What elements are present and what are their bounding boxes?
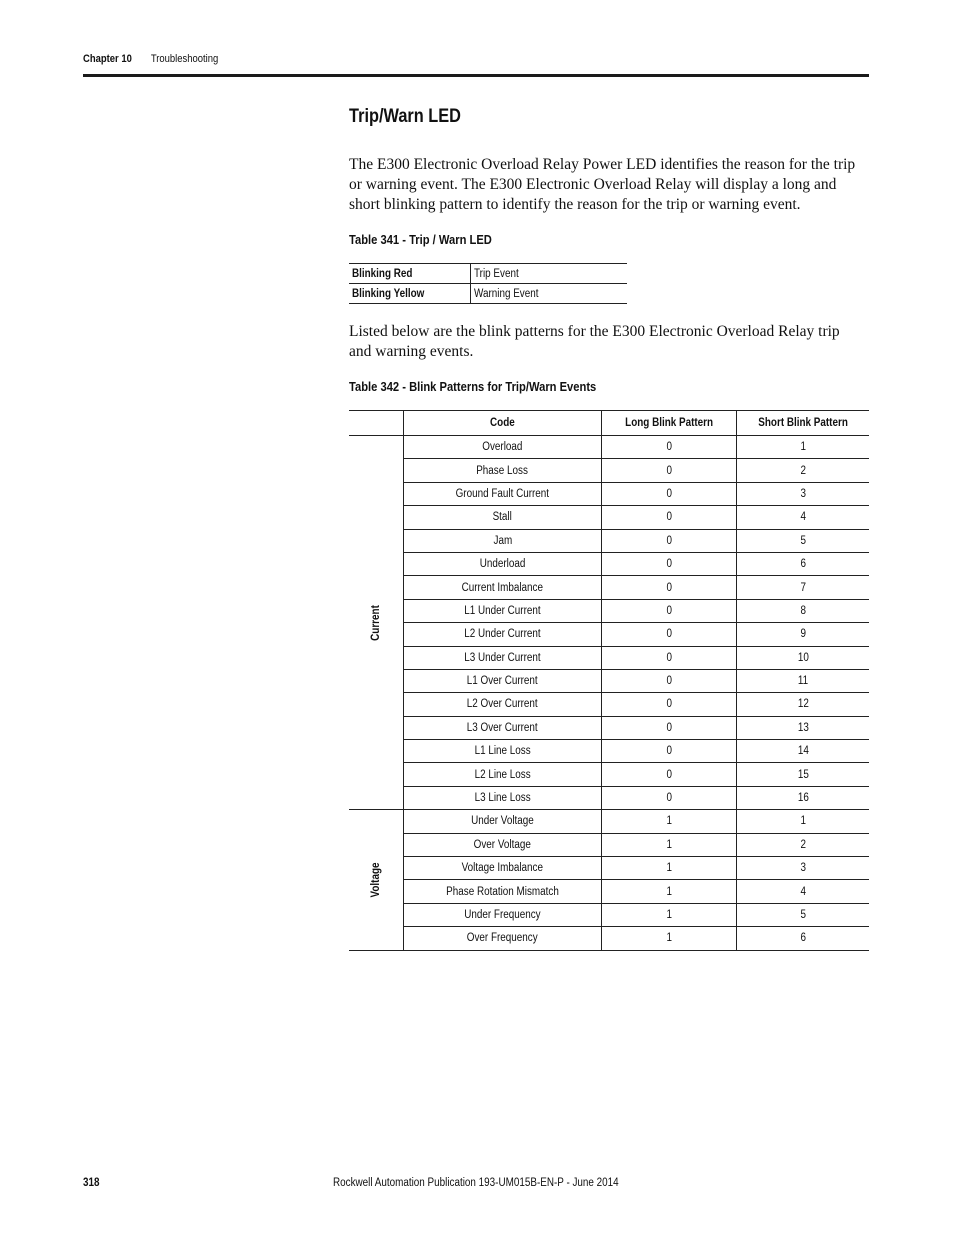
- table-row: [349, 264, 627, 284]
- long-blink-cell: 0: [602, 693, 737, 716]
- column-header-code: Code: [404, 411, 602, 436]
- short-blink-cell: 1: [737, 436, 870, 459]
- long-blink-cell: 0: [602, 763, 737, 786]
- code-cell: Over Frequency: [404, 927, 602, 950]
- long-blink-cell: 1: [602, 833, 737, 856]
- code-cell: Phase Loss: [404, 459, 602, 482]
- long-blink-cell: 1: [602, 880, 737, 903]
- table-row: [349, 833, 869, 856]
- short-blink-cell: 12: [737, 693, 870, 716]
- group-label: Voltage: [370, 862, 382, 898]
- short-blink-cell: 11: [737, 669, 870, 692]
- long-blink-cell: 0: [602, 529, 737, 552]
- table-row: [349, 693, 869, 716]
- code-cell: L3 Over Current: [404, 716, 602, 739]
- table-row: [349, 459, 869, 482]
- table-341-caption: Table 341 - Trip / Warn LED: [349, 232, 492, 247]
- short-blink-cell: 5: [737, 529, 870, 552]
- short-blink-cell: 1: [737, 810, 870, 833]
- table-row: [349, 436, 869, 459]
- table-row: [349, 740, 869, 763]
- code-cell: Under Frequency: [404, 903, 602, 926]
- long-blink-cell: 0: [602, 646, 737, 669]
- table-row: [349, 903, 869, 926]
- table-row: [349, 284, 627, 304]
- group-header-blank: [349, 411, 404, 436]
- code-cell: Ground Fault Current: [404, 482, 602, 505]
- short-blink-cell: 2: [737, 459, 870, 482]
- listed-paragraph: Listed below are the blink patterns for the E300 Electronic Overload Relay trip and warning events.: [349, 323, 840, 360]
- section-title: Trip/Warn LED: [349, 106, 461, 127]
- code-cell: Voltage Imbalance: [404, 857, 602, 880]
- intro-paragraph: The E300 Electronic Overload Relay Power LED identifies the reason for the trip or warning event. The E300 Electronic Overload Relay will display a long and short blinking pattern to identify the reason for the trip or warning event.: [349, 156, 856, 213]
- short-blink-cell: 2: [737, 833, 870, 856]
- short-blink-cell: 10: [737, 646, 870, 669]
- short-blink-cell: 4: [737, 880, 870, 903]
- code-cell: L1 Over Current: [404, 669, 602, 692]
- long-blink-cell: 1: [602, 810, 737, 833]
- code-cell: L1 Line Loss: [404, 740, 602, 763]
- long-blink-cell: 0: [602, 576, 737, 599]
- short-blink-cell: 9: [737, 623, 870, 646]
- code-cell: Phase Rotation Mismatch: [404, 880, 602, 903]
- long-blink-cell: 0: [602, 436, 737, 459]
- long-blink-cell: 0: [602, 716, 737, 739]
- short-blink-cell: 15: [737, 763, 870, 786]
- code-cell: Stall: [404, 506, 602, 529]
- group-label-cell: [349, 810, 404, 950]
- table-row: [349, 529, 869, 552]
- long-blink-cell: 0: [602, 740, 737, 763]
- event-cell: Warning Event: [471, 284, 628, 304]
- table-342-caption: Table 342 - Blink Patterns for Trip/Warn Events: [349, 379, 597, 394]
- column-header-long-blink: Long Blink Pattern: [602, 411, 737, 436]
- code-cell: Over Voltage: [404, 833, 602, 856]
- chapter-label: Chapter 10: [83, 53, 132, 65]
- publication-info: Rockwell Automation Publication 193-UM015B-EN-P - June 2014: [333, 1177, 619, 1189]
- long-blink-cell: 0: [602, 623, 737, 646]
- long-blink-cell: 0: [602, 786, 737, 809]
- blink-patterns-table: [349, 410, 869, 951]
- short-blink-cell: 4: [737, 506, 870, 529]
- running-header: [83, 53, 218, 65]
- short-blink-cell: 3: [737, 857, 870, 880]
- header-rule: [83, 74, 869, 77]
- code-cell: Under Voltage: [404, 810, 602, 833]
- code-cell: L2 Under Current: [404, 623, 602, 646]
- table-row: [349, 482, 869, 505]
- group-label: Current: [370, 604, 382, 641]
- long-blink-cell: 0: [602, 459, 737, 482]
- group-label-cell: [349, 436, 404, 810]
- long-blink-cell: 0: [602, 506, 737, 529]
- long-blink-cell: 0: [602, 552, 737, 575]
- code-cell: Jam: [404, 529, 602, 552]
- table-row: [349, 669, 869, 692]
- code-cell: Underload: [404, 552, 602, 575]
- table-row: [349, 857, 869, 880]
- short-blink-cell: 6: [737, 552, 870, 575]
- code-cell: L3 Under Current: [404, 646, 602, 669]
- table-row: [349, 763, 869, 786]
- long-blink-cell: 1: [602, 927, 737, 950]
- long-blink-cell: 0: [602, 482, 737, 505]
- code-cell: Overload: [404, 436, 602, 459]
- column-header-short-blink: Short Blink Pattern: [737, 411, 870, 436]
- table-row: [349, 927, 869, 950]
- table-row: [349, 716, 869, 739]
- short-blink-cell: 5: [737, 903, 870, 926]
- table-row: [349, 810, 869, 833]
- short-blink-cell: 6: [737, 927, 870, 950]
- code-cell: Current Imbalance: [404, 576, 602, 599]
- table-row: [349, 786, 869, 809]
- event-cell: Trip Event: [471, 264, 628, 284]
- long-blink-cell: 0: [602, 599, 737, 622]
- short-blink-cell: 14: [737, 740, 870, 763]
- page-number: 318: [83, 1177, 100, 1189]
- short-blink-cell: 16: [737, 786, 870, 809]
- led-state-cell: Blinking Yellow: [349, 284, 471, 304]
- code-cell: L1 Under Current: [404, 599, 602, 622]
- short-blink-cell: 7: [737, 576, 870, 599]
- short-blink-cell: 13: [737, 716, 870, 739]
- table-row: [349, 552, 869, 575]
- led-state-cell: Blinking Red: [349, 264, 471, 284]
- short-blink-cell: 3: [737, 482, 870, 505]
- table-row: [349, 576, 869, 599]
- long-blink-cell: 0: [602, 669, 737, 692]
- table-row: [349, 623, 869, 646]
- long-blink-cell: 1: [602, 903, 737, 926]
- code-cell: L3 Line Loss: [404, 786, 602, 809]
- table-row: [349, 646, 869, 669]
- table-row: [349, 506, 869, 529]
- short-blink-cell: 8: [737, 599, 870, 622]
- code-cell: L2 Line Loss: [404, 763, 602, 786]
- section-label: Troubleshooting: [150, 53, 219, 65]
- table-row: [349, 880, 869, 903]
- trip-warn-led-table: [349, 263, 627, 304]
- table-row: [349, 599, 869, 622]
- long-blink-cell: 1: [602, 857, 737, 880]
- table-header-row: [349, 411, 869, 436]
- code-cell: L2 Over Current: [404, 693, 602, 716]
